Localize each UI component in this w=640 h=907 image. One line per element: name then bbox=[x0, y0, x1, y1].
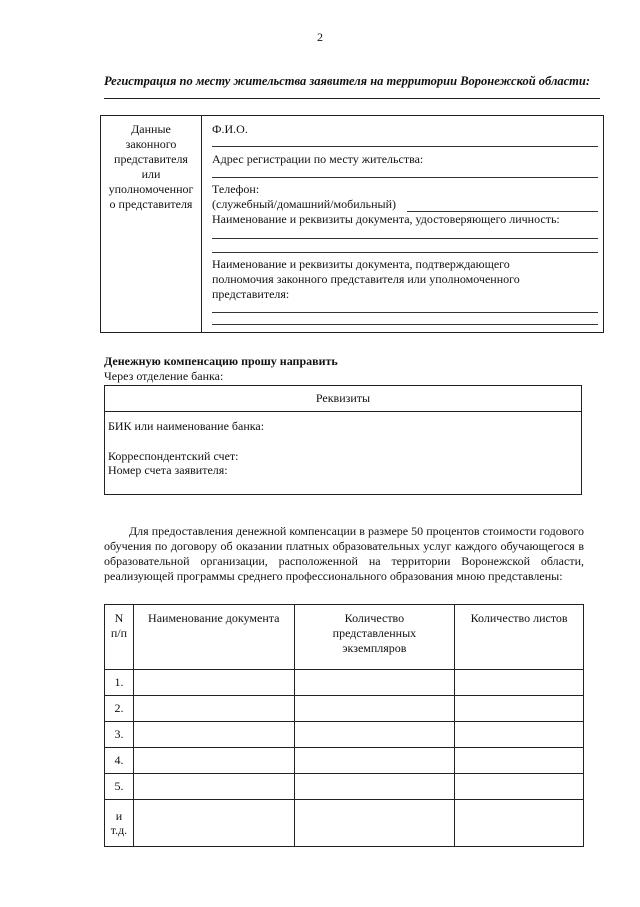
document-name-cell[interactable] bbox=[133, 722, 294, 748]
table-row bbox=[105, 748, 584, 774]
compensation-subtitle: Через отделение банка: bbox=[104, 369, 224, 383]
copies-cell[interactable] bbox=[294, 722, 455, 748]
row-number: 3. bbox=[105, 722, 134, 748]
document-name-cell[interactable] bbox=[133, 696, 294, 722]
row-number bbox=[105, 800, 134, 847]
representative-label bbox=[101, 116, 202, 333]
sheets-cell[interactable] bbox=[455, 748, 584, 774]
label-line: или bbox=[141, 167, 161, 181]
compensation-paragraph: Для предоставления денежной компенсации в размере 50 процентов стоимости годового обучения по договору об оказании платных образовательных услуг каждого обучающегося в образовательной организации, расположенной на территории Воронежской области, реализующей программы среднего профессионального образования мною представлены: bbox=[104, 524, 584, 583]
documents-table bbox=[104, 604, 584, 847]
header-line: экземпляров bbox=[342, 641, 407, 655]
fio-label: Ф.И.О. bbox=[212, 122, 248, 136]
header-line: Количество листов bbox=[470, 611, 568, 625]
representative-table bbox=[100, 115, 604, 333]
fio-field[interactable] bbox=[212, 146, 598, 147]
address-field[interactable] bbox=[212, 177, 598, 178]
corr-account-field[interactable]: Корреспондентский счет: bbox=[108, 449, 239, 463]
address-label: Адрес регистрации по месту жительства: bbox=[212, 152, 424, 166]
sheets-cell[interactable] bbox=[455, 722, 584, 748]
bik-field[interactable]: БИК или наименование банка: bbox=[108, 419, 265, 433]
phone-types-label: (служебный/домашний/мобильный) bbox=[212, 197, 396, 211]
row-number-line: т.д. bbox=[110, 823, 128, 837]
sheets-cell[interactable] bbox=[455, 696, 584, 722]
header-line: п/п bbox=[110, 626, 128, 640]
id-document-field-line-1[interactable] bbox=[212, 238, 598, 239]
row-number: 1. bbox=[105, 670, 134, 696]
compensation-title: Денежную компенсацию прошу направить bbox=[104, 354, 338, 368]
section-title: Регистрация по месту жительства заявителя на территории Воронежской области: bbox=[104, 74, 591, 88]
row-number-line: и bbox=[115, 809, 123, 823]
copies-cell[interactable] bbox=[294, 748, 455, 774]
title-underline bbox=[104, 98, 600, 99]
bank-details-header: Реквизиты bbox=[105, 386, 581, 412]
authority-label-line: полномочия законного представителя или уполномоченного bbox=[212, 272, 520, 286]
id-document-field-line-2[interactable] bbox=[212, 252, 598, 253]
authority-label-line: Наименование и реквизиты документа, подтверждающего bbox=[212, 257, 510, 271]
header-number bbox=[105, 605, 134, 670]
row-number: 5. bbox=[105, 774, 134, 800]
table-row bbox=[105, 670, 584, 696]
header-copies bbox=[294, 605, 455, 670]
table-row bbox=[105, 696, 584, 722]
label-line: законного bbox=[125, 137, 177, 151]
table-row bbox=[105, 722, 584, 748]
row-number: 2. bbox=[105, 696, 134, 722]
label-line: уполномоченног bbox=[108, 182, 194, 196]
header-line: N bbox=[114, 611, 124, 625]
authority-field-line-2[interactable] bbox=[212, 324, 598, 325]
copies-cell[interactable] bbox=[294, 800, 455, 847]
label-line: Данные bbox=[131, 122, 171, 136]
table-row bbox=[105, 800, 584, 847]
page-number: 2 bbox=[317, 30, 323, 44]
sheets-cell[interactable] bbox=[455, 800, 584, 847]
copies-cell[interactable] bbox=[294, 774, 455, 800]
bank-details-box bbox=[104, 385, 582, 495]
document-name-cell[interactable] bbox=[133, 670, 294, 696]
phone-label: Телефон: bbox=[212, 182, 260, 196]
label-line: представителя bbox=[114, 152, 188, 166]
copies-cell[interactable] bbox=[294, 696, 455, 722]
header-line: Количество bbox=[344, 611, 405, 625]
representative-fields bbox=[202, 116, 604, 333]
header-document-name bbox=[133, 605, 294, 670]
authority-label-line: представителя: bbox=[212, 287, 290, 301]
account-field[interactable]: Номер счета заявителя: bbox=[108, 463, 228, 477]
sheets-cell[interactable] bbox=[455, 670, 584, 696]
header-line: представленных bbox=[332, 626, 417, 640]
id-document-label: Наименование и реквизиты документа, удостоверяющего личность: bbox=[212, 212, 560, 226]
document-name-cell[interactable] bbox=[133, 748, 294, 774]
table-row bbox=[105, 774, 584, 800]
header-sheets bbox=[455, 605, 584, 670]
label-line: о представителя bbox=[109, 197, 193, 211]
copies-cell[interactable] bbox=[294, 670, 455, 696]
table-header-row bbox=[105, 605, 584, 670]
authority-field-line-1[interactable] bbox=[212, 312, 598, 313]
sheets-cell[interactable] bbox=[455, 774, 584, 800]
header-line: Наименование документа bbox=[148, 611, 280, 625]
document-name-cell[interactable] bbox=[133, 774, 294, 800]
document-name-cell[interactable] bbox=[133, 800, 294, 847]
row-number: 4. bbox=[105, 748, 134, 774]
